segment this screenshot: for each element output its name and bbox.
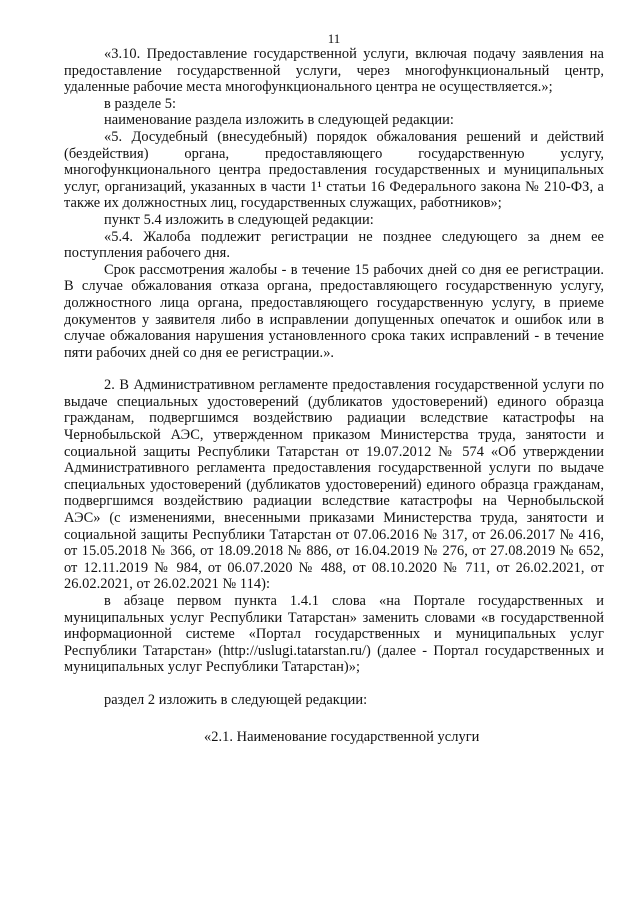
spacer	[64, 361, 604, 377]
paragraph-review-term: Срок рассмотрения жалобы - в течение 15 рабочих дней со дня ее регистрации. В случае обжалования отказа органа, предоставляющего государственную услугу, должностного лица органа, предоставляющего государственную услугу, в приеме документов у заявителя либо в исправлении допущенных опечаток и ошибок или в случае обжалования нарушения установленного срока таких исправлений - в течение пяти рабочих дней со дня ее регистрации.».	[64, 261, 604, 361]
section-2-1-heading: «2.1. Наименование государственной услуги	[204, 728, 480, 745]
paragraph-section-2-edit: раздел 2 изложить в следующей редакции:	[104, 691, 368, 708]
paragraph-3-10: «3.10. Предоставление государственной услуги, включая подачу заявления на предоставление государственной услуги, через многофункциональный центр, удаленные рабочие места многофункционального центра не осуществляется.»;	[64, 46, 604, 96]
spacer	[64, 709, 604, 729]
paragraph-section-5: в разделе 5:	[104, 95, 177, 112]
page-number: 11	[327, 31, 341, 46]
paragraph-5-4-edit: пункт 5.4 изложить в следующей редакции:	[104, 211, 374, 228]
paragraph-item-2: 2. В Административном регламенте предоставления государственной услуги по выдаче специальных удостоверений (дубликатов удостоверений) единого образца гражданам, подвергшимся воздействию радиации вследствие катастрофы на Чернобыльской АЭС, утвержденном приказом Министерства труда, занятости и социальной защиты Республики Татарстан от 19.07.2012 № 574 «Об утверждении Административного регламента предоставления государственной услуги по выдаче специальных удостоверений (дубликатов удостоверений) единого образца гражданам, подвергшимся воздействию радиации вследствие катастрофы на Чернобыльской АЭС» (с изменениями, внесенными приказами Министерства труда, занятости и социальной защиты Республики Татарстан от 07.06.2016 № 317, от 26.06.2017 № 416, от 15.05.2018 № 366, от 18.09.2018 № 886, от 16.04.2019 № 276, от 27.08.2019 № 652, от 12.11.2019 № 984, от 06.07.2020 № 488, от 08.10.2020 № 711, от 26.02.2021, от 26.02.2021, от 26.02.2021 № 114):	[64, 377, 604, 593]
paragraph-5-4: «5.4. Жалоба подлежит регистрации не позднее следующего за днем ее поступления рабочего дня.	[64, 228, 604, 262]
paragraph-section-5-title: «5. Досудебный (внесудебный) порядок обжалования решений и действий (бездействия) органа, предоставляющего государственную услугу, многофункционального центра предоставления государственных и муниципальных услуг, организаций, указанных в части 1¹ статьи 16 Федерального закона № 210-ФЗ, а также их должностных лиц, государственных служащих, работников»;	[64, 128, 604, 212]
spacer	[64, 676, 604, 692]
document-page	[64, 0, 604, 745]
paragraph-section-name-edit: наименование раздела изложить в следующей редакции:	[104, 112, 454, 129]
paragraph-1-4-1: в абзаце первом пункта 1.4.1 слова «на Портале государственных и муниципальных услуг Республики Татарстан» заменить словами «в государственной информационной системе «Портал государственных и муниципальных услуг Республики Татарстан» (http://uslugi.tatarstan.ru/) (далее - Портал государственных и муниципальных услуг Республики Татарстан)»;	[64, 593, 604, 676]
